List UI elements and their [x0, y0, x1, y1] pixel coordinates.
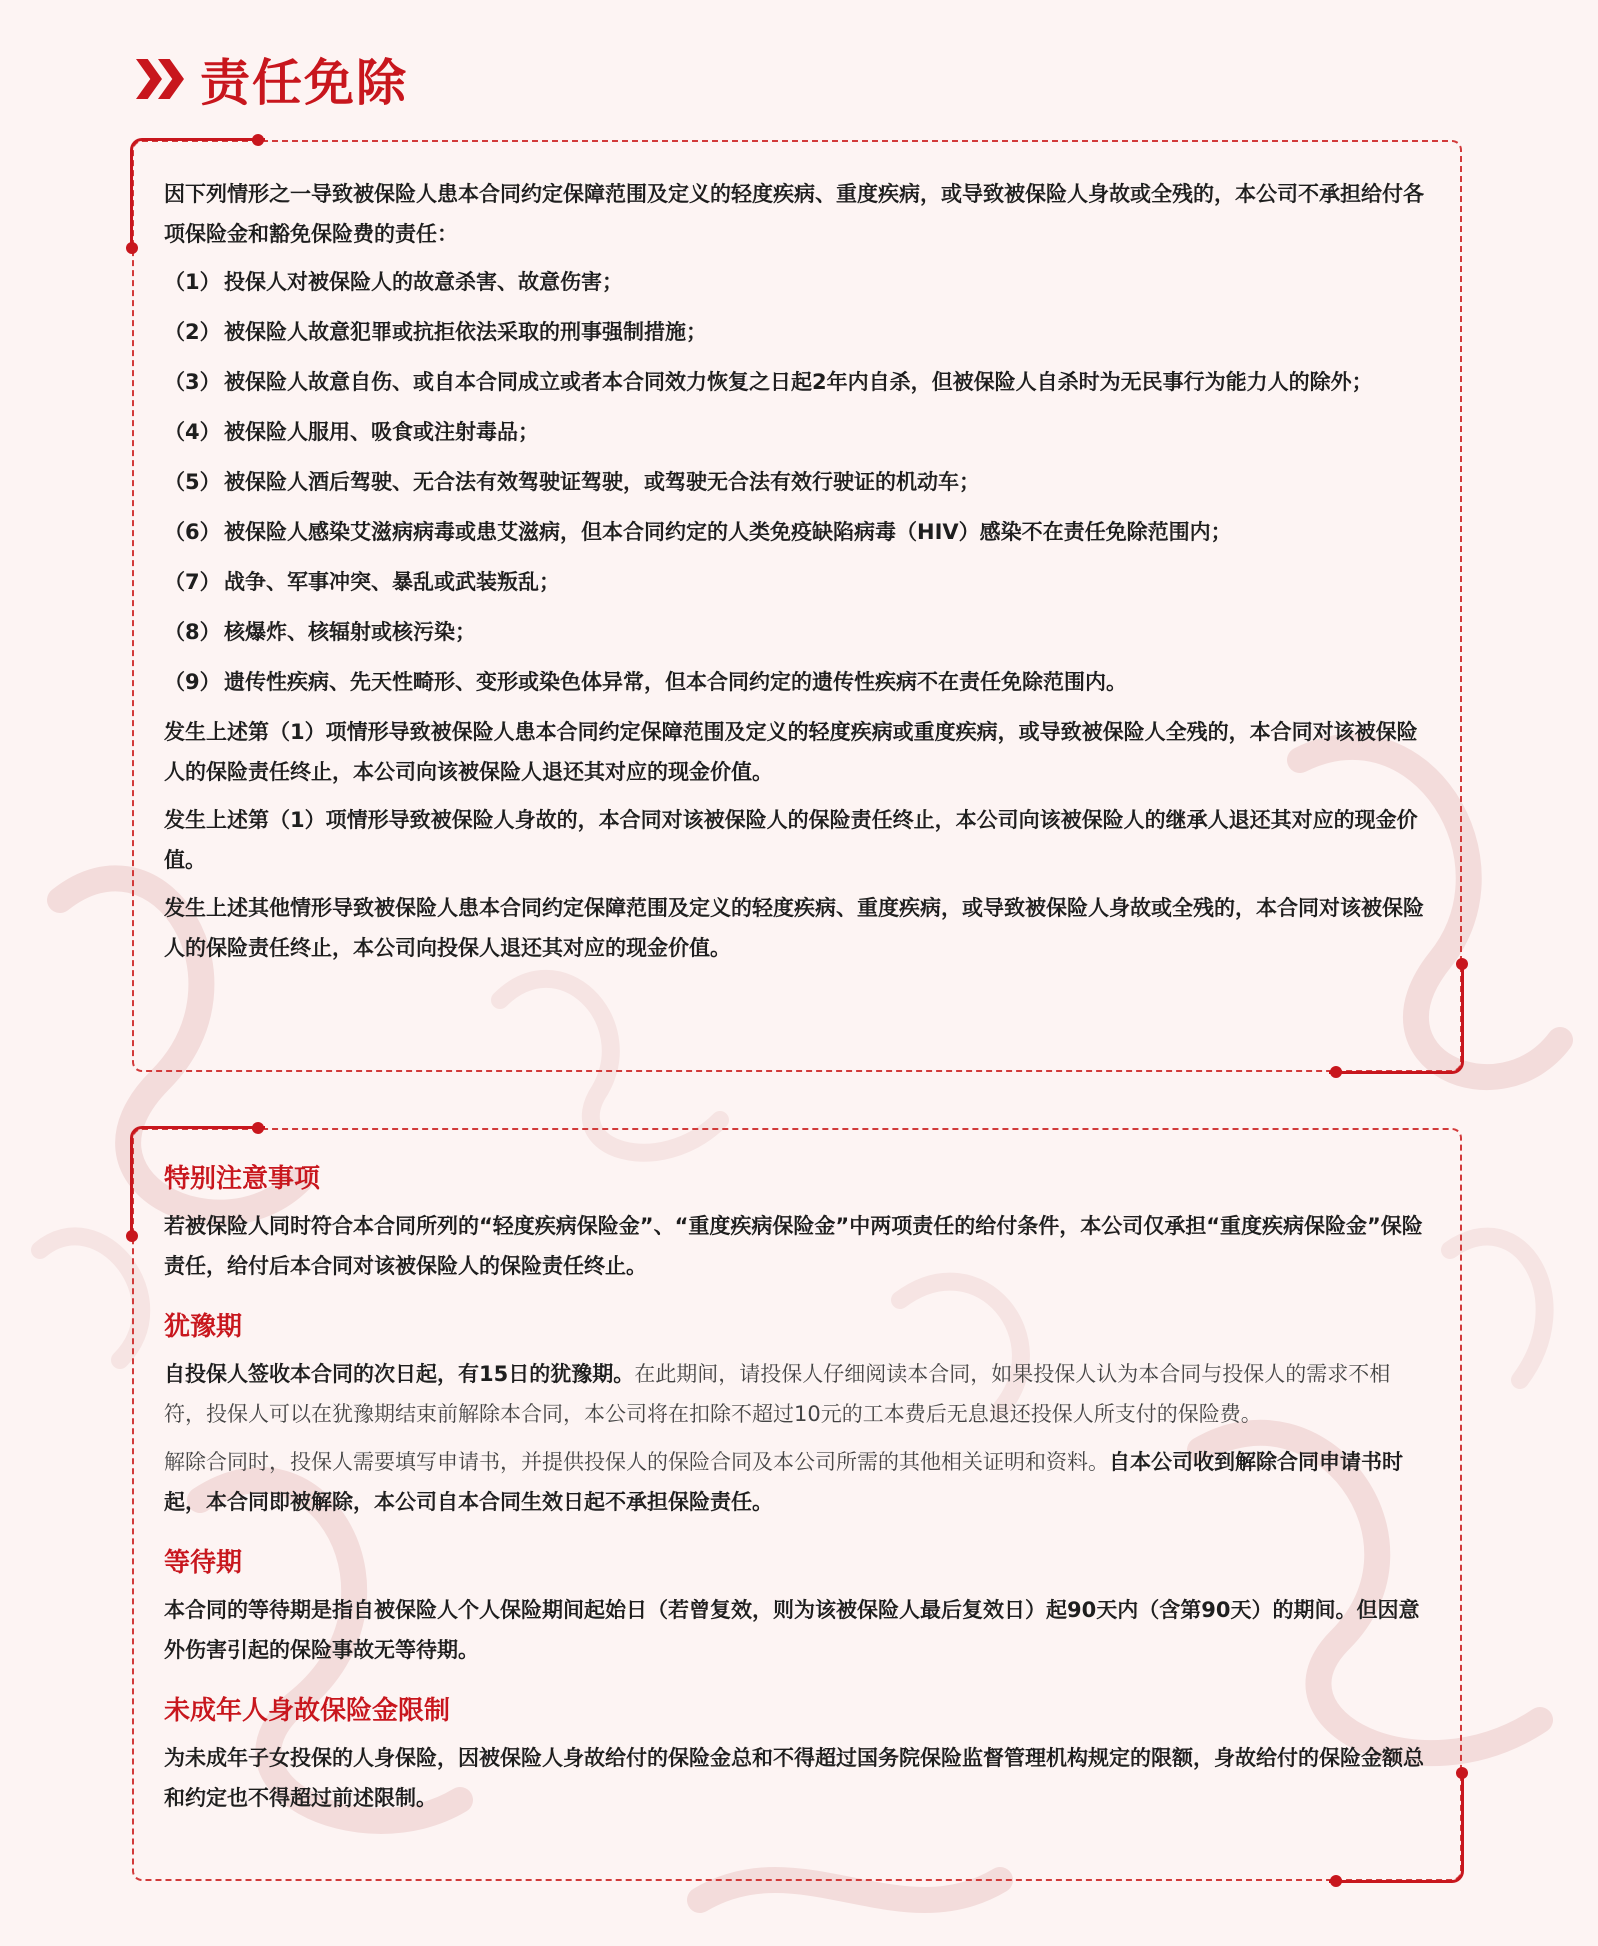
exclusion-item-text: 核爆炸、核辐射或核污染； [224, 620, 476, 644]
exclusion-item-text: 战争、军事冲突、暴乱或武装叛乱； [224, 570, 560, 594]
exclusion-item-text: 投保人对被保险人的故意杀害、故意伤害； [224, 270, 623, 294]
exclusion-item-number: （5） [164, 470, 221, 494]
bracket-dot [1330, 1066, 1342, 1078]
waiting-period-section [164, 1544, 1432, 1670]
exclusion-item [164, 362, 1432, 402]
exclusion-item [164, 662, 1432, 702]
bracket-dot [1456, 1767, 1468, 1779]
exclusion-item-number: （3） [164, 370, 221, 394]
exclusion-item-number: （9） [164, 670, 221, 694]
exclusion-item-number: （7） [164, 570, 221, 594]
notes-content [164, 1160, 1432, 1840]
exclusion-item-number: （1） [164, 270, 221, 294]
minor-death-limit-heading: 未成年人身故保险金限制 [164, 1696, 451, 1726]
double-chevron-icon [136, 59, 180, 99]
minor-death-limit-section [164, 1692, 1432, 1818]
section-header [136, 44, 408, 114]
exclusion-item-number: （8） [164, 620, 221, 644]
exclusion-item [164, 562, 1432, 602]
exclusion-item [164, 462, 1432, 502]
minor-death-limit-text: 为未成年子女投保的人身保险，因被保险人身故给付的保险金总和不得超过国务院保险监督管理机构规定的限额，身故给付的保险金额总和约定也不得超过前述限制。 [164, 1746, 1424, 1810]
special-notes-text: 若被保险人同时符合本合同所列的“轻度疾病保险金”、“重度疾病保险金”中两项责任的给付条件，本公司仅承担“重度疾病保险金”保险责任，给付后本合同对该被保险人的保险责任终止。 [164, 1214, 1423, 1278]
cooling-off-text-1 [164, 1354, 1432, 1434]
cooling-off-text-2 [164, 1442, 1432, 1522]
notes-panel [132, 1128, 1462, 1881]
exclusion-consequence-paragraph: 发生上述其他情形导致被保险人患本合同约定保障范围及定义的轻度疾病、重度疾病，或导致被保险人身故或全残的，本合同对该被保险人的保险责任终止，本公司向投保人退还其对应的现金价值。 [164, 896, 1424, 960]
bracket-dot [126, 1230, 138, 1242]
exclusion-item-number: （4） [164, 420, 221, 444]
cooling-off-bold-1: 自投保人签收本合同的次日起，有15日的犹豫期。 [164, 1362, 635, 1386]
exclusion-item [164, 262, 1432, 302]
exclusions-intro: 因下列情形之一导致被保险人患本合同约定保障范围及定义的轻度疾病、重度疾病，或导致被保险人身故或全残的，本公司不承担给付各项保险金和豁免保险费的责任： [164, 182, 1424, 246]
cooling-off-normal-1: 在此期间，请投保人仔细阅读本合同，如果投保人认为本合同与投保人的需求不相符，投保人可以在犹豫期结束前解除本合同，本公司将在扣除不超过10元的工本费后无息退还投保人所支付的保险费。 [164, 1362, 1391, 1426]
special-notes-heading: 特别注意事项 [164, 1164, 321, 1194]
bracket-dot [1456, 958, 1468, 970]
exclusion-item-text: 被保险人服用、吸食或注射毒品； [224, 420, 539, 444]
bracket-dot [126, 242, 138, 254]
exclusions-content [164, 174, 1432, 976]
cooling-off-section [164, 1308, 1432, 1522]
exclusions-paragraphs [164, 712, 1432, 968]
exclusion-item-text: 遗传性疾病、先天性畸形、变形或染色体异常，但本合同约定的遗传性疾病不在责任免除范围内。 [224, 670, 1127, 694]
waiting-period-heading: 等待期 [164, 1548, 243, 1578]
exclusion-item [164, 612, 1432, 652]
cooling-off-bold-2: 自本公司收到解除合同申请书时起，本合同即被解除，本公司自本合同生效日起不承担保险责任。 [164, 1450, 1403, 1514]
exclusion-item-text: 被保险人酒后驾驶、无合法有效驾驶证驾驶，或驾驶无合法有效行驶证的机动车； [224, 470, 980, 494]
exclusion-item-text: 被保险人故意自伤、或自本合同成立或者本合同效力恢复之日起2年内自杀，但被保险人自杀时为无民事行为能力人的除外； [224, 370, 1373, 394]
cooling-off-heading: 犹豫期 [164, 1312, 243, 1342]
bracket-dot [252, 134, 264, 146]
special-notes-section [164, 1160, 1432, 1286]
bracket-dot [1330, 1875, 1342, 1887]
exclusions-list [164, 262, 1432, 702]
bracket-dot [252, 1122, 264, 1134]
exclusion-item-number: （6） [164, 520, 221, 544]
page-title: 责任免除 [200, 54, 408, 112]
exclusion-consequence-paragraph: 发生上述第（1）项情形导致被保险人患本合同约定保障范围及定义的轻度疾病或重度疾病，或导致被保险人全残的，本合同对该被保险人的保险责任终止，本公司向该被保险人退还其对应的现金价值。 [164, 720, 1418, 784]
exclusions-panel [132, 140, 1462, 1072]
waiting-period-text: 本合同的等待期是指自被保险人个人保险期间起始日（若曾复效，则为该被保险人最后复效日）起90天内（含第90天）的期间。但因意外伤害引起的保险事故无等待期。 [164, 1598, 1420, 1662]
exclusion-item-text: 被保险人故意犯罪或抗拒依法采取的刑事强制措施； [224, 320, 707, 344]
cooling-off-normal-2: 解除合同时，投保人需要填写申请书，并提供投保人的保险合同及本公司所需的其他相关证明和资料。 [164, 1450, 1109, 1474]
exclusion-item [164, 412, 1432, 452]
exclusion-consequence-paragraph: 发生上述第（1）项情形导致被保险人身故的，本合同对该被保险人的保险责任终止，本公司向该被保险人的继承人退还其对应的现金价值。 [164, 808, 1418, 872]
exclusion-item-text: 被保险人感染艾滋病病毒或患艾滋病，但本合同约定的人类免疫缺陷病毒（HIV）感染不在责任免除范围内； [224, 520, 1232, 544]
exclusion-item [164, 512, 1432, 552]
exclusion-item-number: （2） [164, 320, 221, 344]
corner-bracket-bottom-right [1329, 959, 1464, 1074]
exclusion-item [164, 312, 1432, 352]
